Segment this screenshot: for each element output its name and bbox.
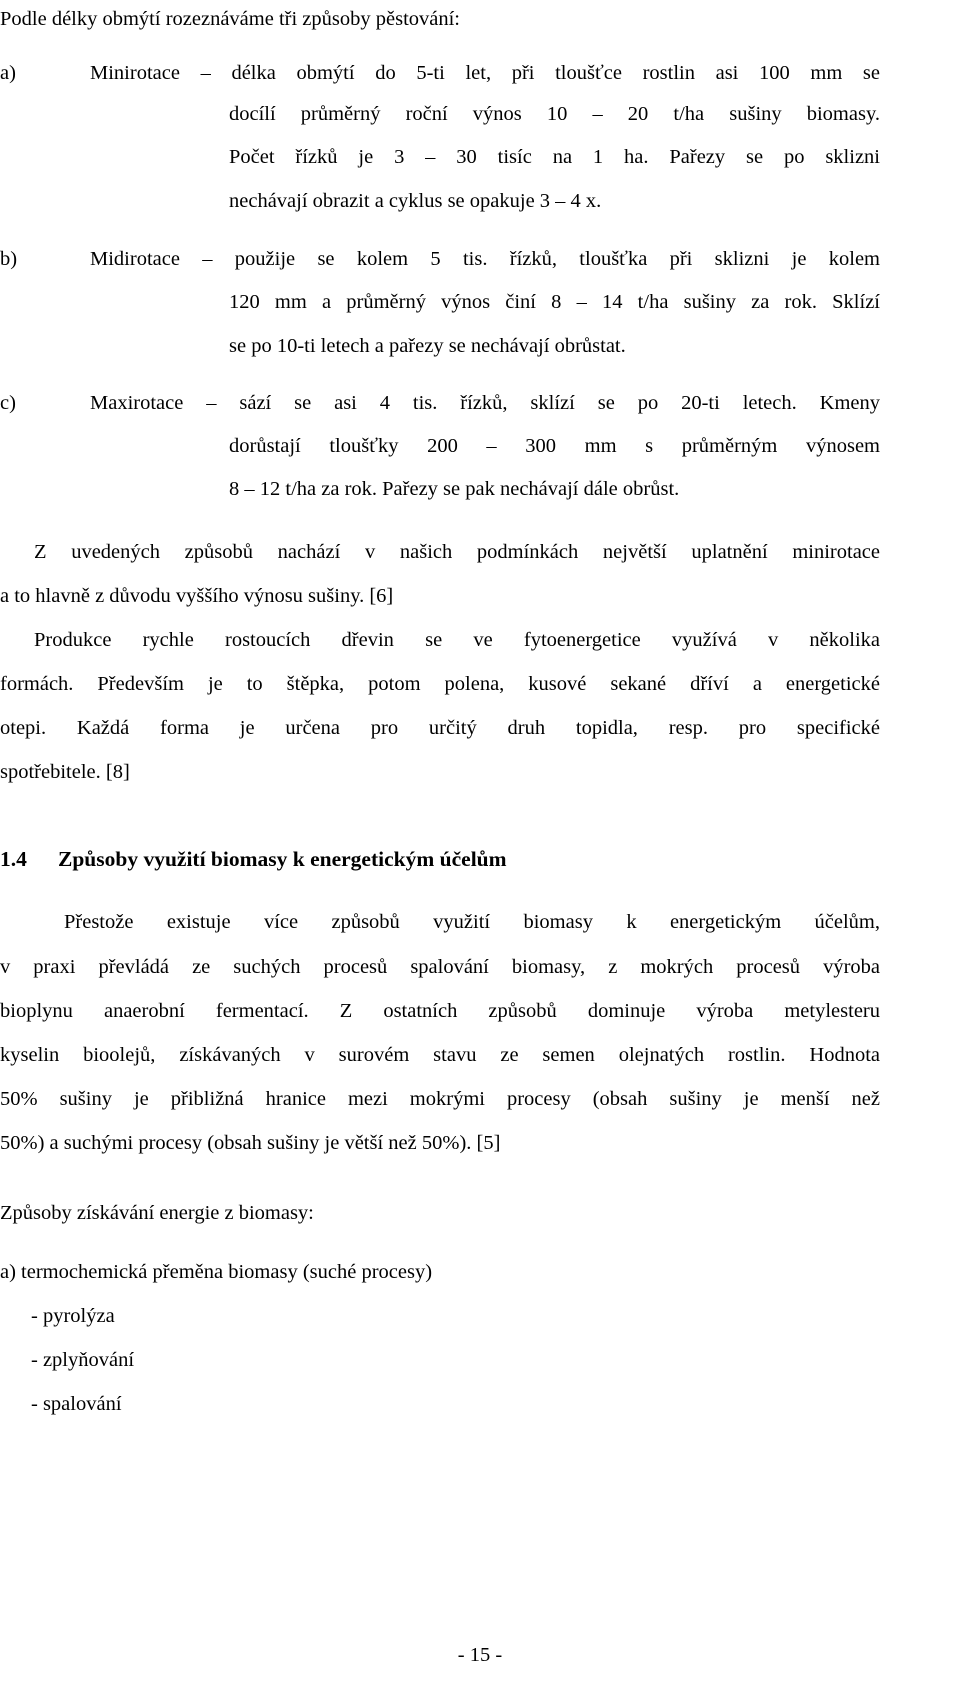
list-b-line-1: Midirotace – použije se kolem 5 tis. řízků, tloušťka při sklizni je kolem [90, 248, 880, 270]
list-marker-c: c) [0, 392, 16, 414]
list-a-line-3: Počet řízků je 3 – 30 tisíc na 1 ha. Pařezy se po sklizni [229, 146, 880, 168]
intro-text: Podle délky obmýtí rozeznáváme tři způsoby pěstování: [0, 8, 460, 30]
methods-sub-spalovani: - spalování [31, 1393, 122, 1415]
list-marker-b: b) [0, 248, 18, 270]
list-marker-a: a) [0, 62, 16, 84]
para2-line-3: otepi. Každá forma je určena pro určitý druh topidla, resp. pro specifické [0, 717, 880, 739]
para3-line-1: Přestože existuje více způsobů využití biomasy k energetickým účelům, [64, 911, 880, 933]
page-number: - 15 - [457, 1644, 503, 1666]
list-a-line-4: nechávají obrazit a cyklus se opakuje 3 – 4 x. [229, 190, 602, 212]
list-c-line-3: 8 – 12 t/ha za rok. Pařezy se pak nechávají dále obrůst. [229, 478, 680, 500]
list-b-line-2: 120 mm a průměrný výnos činí 8 – 14 t/ha sušiny za rok. Sklízí [229, 291, 880, 313]
para2-line-2: formách. Především je to štěpka, potom polena, kusové sekané dříví a energetické [0, 673, 880, 695]
para3-line-4: kyselin bioolejů, získávaných v surovém stavu ze semen olejnatých rostlin. Hodnota [0, 1044, 880, 1066]
methods-item-a: a) termochemická přeměna biomasy (suché procesy) [0, 1261, 433, 1283]
section-heading [0, 846, 507, 872]
methods-intro: Způsoby získávání energie z biomasy: [0, 1202, 314, 1224]
para3-line-6: 50%) a suchými procesy (obsah sušiny je větší než 50%). [5] [0, 1132, 501, 1154]
list-c-line-1: Maxirotace – sází se asi 4 tis. řízků, sklízí se po 20-ti letech. Kmeny [90, 392, 880, 414]
methods-sub-zplynovani: - zplyňování [31, 1349, 135, 1371]
list-b-line-3: se po 10-ti letech a pařezy se nechávají obrůstat. [229, 335, 626, 357]
para2-line-1: Produkce rychle rostoucích dřevin se ve fytoenergetice využívá v několika [34, 629, 880, 651]
para1-line-2: a to hlavně z důvodu vyššího výnosu sušiny. [6] [0, 585, 394, 607]
para3-line-3: bioplynu anaerobní fermentací. Z ostatních způsobů dominuje výroba metylesteru [0, 1000, 880, 1022]
section-title: Způsoby využití biomasy k energetickým účelům [58, 847, 507, 871]
list-c-line-2: dorůstají tloušťky 200 – 300 mm s průměrným výnosem [229, 435, 880, 457]
section-number: 1.4 [0, 847, 27, 871]
para1-line-1: Z uvedených způsobů nachází v našich podmínkách největší uplatnění minirotace [34, 541, 880, 563]
para2-line-4: spotřebitele. [8] [0, 761, 130, 783]
list-a-line-1: Minirotace – délka obmýtí do 5-ti let, při tloušťce rostlin asi 100 mm se [90, 62, 880, 84]
list-a-line-2: docílí průměrný roční výnos 10 – 20 t/ha sušiny biomasy. [229, 103, 880, 125]
para3-line-2: v praxi převládá ze suchých procesů spalování biomasy, z mokrých procesů výroba [0, 956, 880, 978]
methods-sub-pyrolyza: - pyrolýza [31, 1305, 115, 1327]
para3-line-5: 50% sušiny je přibližná hranice mezi mokrými procesy (obsah sušiny je menší než [0, 1088, 880, 1110]
